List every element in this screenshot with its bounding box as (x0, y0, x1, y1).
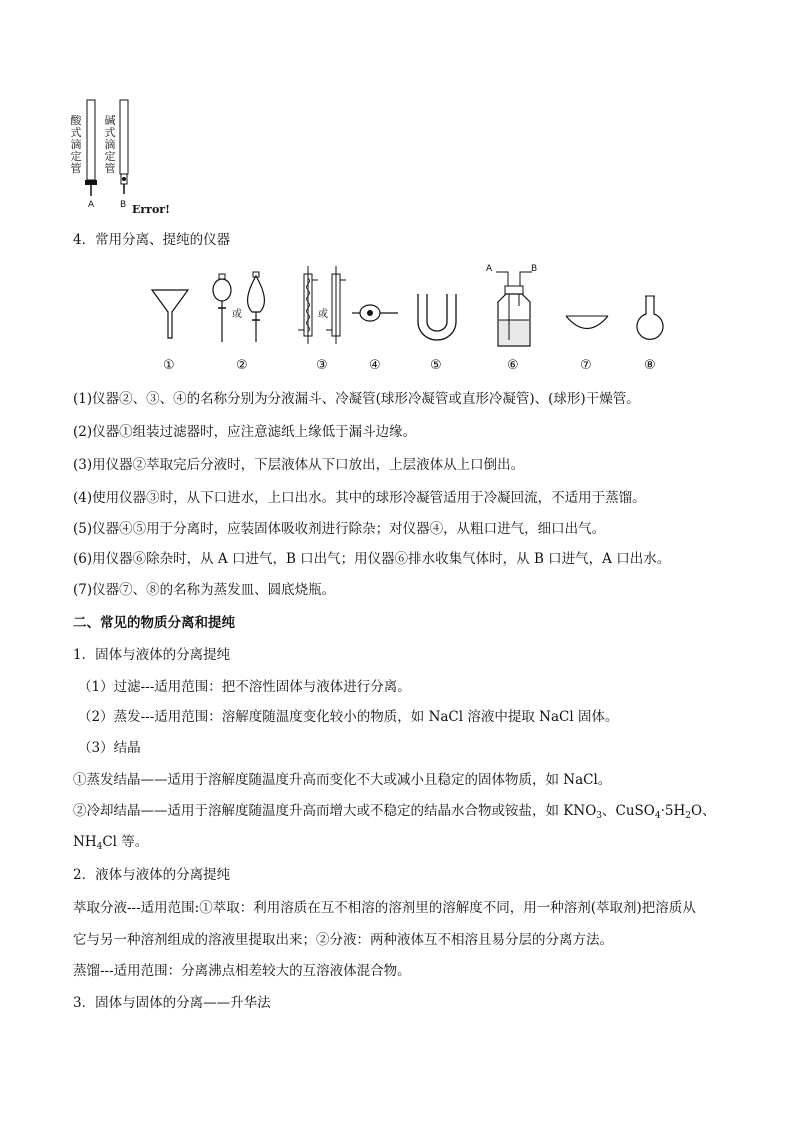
error-text: Error! (132, 203, 170, 216)
note-5: (5)仪器④⑤用于分离时，应装固体吸收剂进行除杂；对仪器④，从粗口进气，细口出气。 (73, 521, 606, 537)
bottle-label-a: A (486, 264, 493, 274)
filtration-text: （1）过滤---适用范围：把不溶性固体与液体进行分离。 (78, 679, 411, 695)
extraction-text-1: 萃取分液---适用范围:①萃取：利用溶质在互不相溶的溶剂里的溶解度不同，用一种溶剂(萃取剂)把溶质从 (73, 900, 696, 916)
section2-title: 二、常见的物质分离和提纯 (73, 615, 235, 631)
label-5: ⑤ (430, 358, 442, 373)
u-tube-icon (416, 292, 458, 342)
note-3: (3)用仪器②萃取完后分液时，下层液体从下口放出，上层液体从上口倒出。 (73, 457, 525, 473)
base-burette-label: 碱式滴定管 (104, 114, 116, 175)
evaporating-dish-icon (564, 313, 610, 333)
extraction-text-2: 它与另一种溶剂组成的溶液里提取出来；②分液：两种液体互不相溶且易分层的分离方法。 (73, 932, 613, 948)
cryst2b-sub: 4 (96, 842, 103, 852)
cryst2b-pre: NH (73, 834, 97, 850)
base-burette-drawing (117, 98, 133, 202)
burette-label-a: A (88, 200, 95, 210)
cryst2-mid2: ·5H (660, 803, 686, 819)
burette-label-b: B (120, 200, 127, 210)
acid-burette-label: 酸式滴定管 (70, 114, 82, 175)
note-2: (2)仪器①组装过滤器时，应注意滤纸上缘低于漏斗边缘。 (73, 424, 417, 440)
bottle-label-b: B (531, 264, 538, 274)
note-6: (6)用仪器⑥除杂时，从 A 口进气，B 口出气；用仪器⑥排水收集气体时，从 B 口进气，A 口出水。 (73, 551, 671, 567)
label-2: ② (236, 358, 248, 373)
cooling-crystallization-text (73, 801, 733, 826)
label-4: ④ (369, 358, 381, 373)
cryst2-sub3: 2 (685, 811, 691, 821)
round-bottom-flask-icon (634, 294, 666, 344)
label-1: ① (163, 358, 175, 373)
label-3: ③ (316, 358, 328, 373)
section4-title: 4．常用分离、提纯的仪器 (73, 232, 231, 248)
crystallization-title: （3）结晶 (78, 740, 141, 756)
label-8: ⑧ (644, 358, 656, 373)
evaporative-crystallization-text: ①蒸发结晶——适用于溶解度随温度升高而变化不大或减小且稳定的固体物质，如 NaCl。 (73, 772, 612, 788)
acid-burette-drawing (84, 98, 100, 202)
cooling-crystallization-text-2 (73, 832, 733, 857)
cryst2-pre: ②冷却结晶——适用于溶解度随温度升高而增大或不稳定的结晶水合物或铵盐，如 KNO (73, 803, 597, 819)
sub2-title: 2．液体与液体的分离提纯 (73, 867, 231, 883)
cryst2-sub2: 4 (654, 811, 661, 821)
cryst2-post: O、 (690, 803, 716, 819)
sub3-title: 3．固体与固体的分离——升华法 (73, 995, 271, 1011)
label-7: ⑦ (580, 358, 592, 373)
funnel-icon (150, 288, 190, 340)
or-text-2: 或 (232, 309, 242, 320)
evaporation-text: （2）蒸发---适用范围：溶解度随温度变化较小的物质，如 NaCl 溶液中提取 NaCl 固体。 (78, 709, 619, 725)
drying-tube-icon (352, 300, 398, 326)
gas-washing-bottle-icon (492, 264, 536, 348)
label-6: ⑥ (507, 358, 519, 373)
distillation-text: 蒸馏---适用范围：分离沸点相差较大的互溶液体混合物。 (73, 963, 411, 979)
note-7: (7)仪器⑦、⑧的名称为蒸发皿、圆底烧瓶。 (73, 582, 336, 598)
cryst2-sub1: 3 (596, 811, 602, 821)
note-1: (1)仪器②、③、④的名称分别为分液漏斗、冷凝管(球形冷凝管或直形冷凝管)、(球形)干燥管。 (73, 391, 640, 407)
or-text-3: 或 (318, 309, 328, 320)
note-4: (4)使用仪器③时，从下口进水，上口出水。其中的球形冷凝管适用于冷凝回流，不适用于蒸馏。 (73, 490, 646, 506)
sub1-title: 1．固体与液体的分离提纯 (73, 647, 231, 663)
cryst2-mid: 、CuSO (602, 803, 655, 819)
cryst2b-post: Cl 等。 (102, 834, 149, 850)
